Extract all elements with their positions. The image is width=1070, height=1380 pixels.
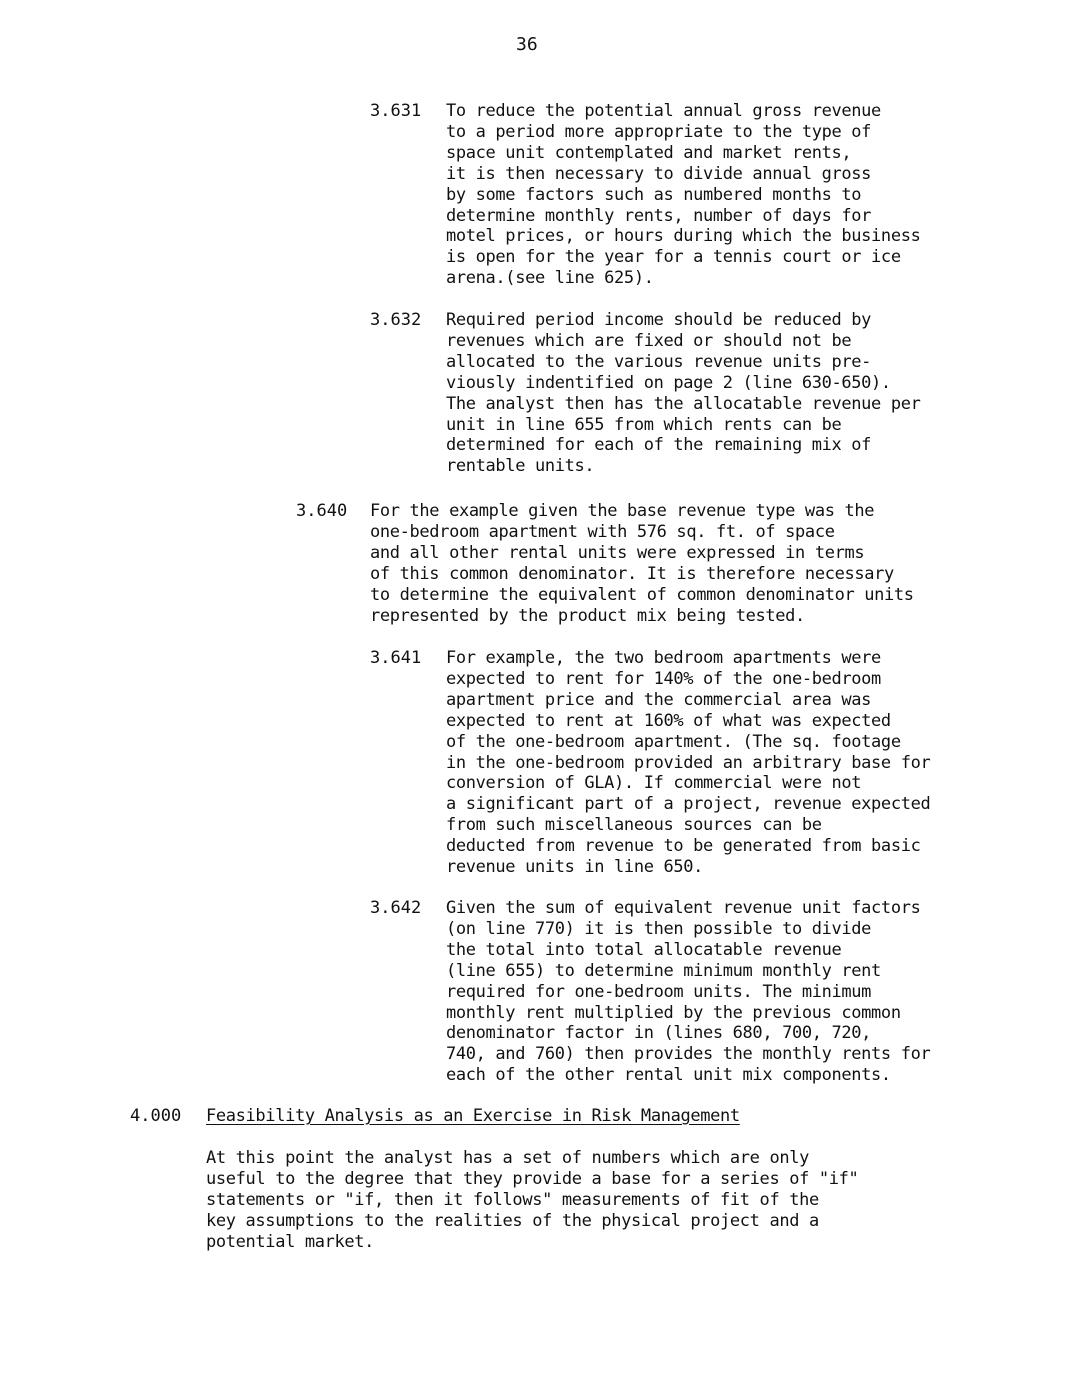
text-line: motel prices, or hours during which the business bbox=[446, 226, 921, 247]
text-line: to a period more appropriate to the type of bbox=[446, 121, 872, 142]
text-line: rentable units. bbox=[446, 456, 595, 477]
text-line: apartment price and the commercial area was bbox=[446, 689, 872, 710]
text-line: one-bedroom apartment with 576 sq. ft. of space bbox=[370, 521, 835, 542]
section-body bbox=[446, 898, 930, 1086]
text-line: a significant part of a project, revenue expected bbox=[446, 794, 931, 815]
text-line: determined for each of the remaining mix of bbox=[446, 435, 872, 456]
text-line: denominator factor in (lines 680, 700, 720, bbox=[446, 1023, 872, 1044]
text-line: and all other rental units were expressed in terms bbox=[370, 542, 865, 563]
section-body bbox=[446, 310, 920, 477]
text-line: conversion of GLA). If commercial were not bbox=[446, 773, 862, 794]
text-line: To reduce the potential annual gross revenue bbox=[446, 101, 881, 121]
section-number: 4.000 bbox=[130, 1106, 182, 1126]
text-line: useful to the degree that they provide a base for a series of "if" bbox=[206, 1168, 859, 1189]
text-line: revenues which are fixed or should not be bbox=[446, 330, 852, 351]
section-number: 3.642 bbox=[370, 898, 422, 918]
text-line: key assumptions to the realities of the physical project and a bbox=[206, 1210, 819, 1231]
text-line: potential market. bbox=[206, 1231, 375, 1252]
text-line: each of the other rental unit mix components. bbox=[446, 1065, 891, 1086]
text-line: viously indentified on page 2 (line 630-650). bbox=[446, 372, 891, 393]
section-body bbox=[446, 101, 920, 289]
text-line: of the one-bedroom apartment. (The sq. footage bbox=[446, 731, 901, 752]
text-line: by some factors such as numbered months to bbox=[446, 184, 862, 205]
section-number: 3.641 bbox=[370, 648, 422, 668]
section-number: 3.632 bbox=[370, 310, 422, 330]
text-line: required for one-bedroom units. The minimum bbox=[446, 981, 872, 1002]
text-line: represented by the product mix being tested. bbox=[370, 605, 805, 626]
text-line: revenue units in line 650. bbox=[446, 857, 704, 878]
text-line: the total into total allocatable revenue bbox=[446, 939, 842, 960]
section-heading-text: Feasibility Analysis as an Exercise in Risk Management bbox=[206, 1106, 740, 1126]
text-line: Required period income should be reduced by bbox=[446, 310, 872, 330]
text-line: monthly rent multiplied by the previous common bbox=[446, 1002, 901, 1023]
section-body bbox=[206, 1148, 858, 1253]
section-heading bbox=[206, 1106, 740, 1127]
section-body bbox=[446, 648, 930, 878]
text-line: expected to rent at 160% of what was expected bbox=[446, 710, 891, 731]
text-line: For example, the two bedroom apartments were bbox=[446, 648, 881, 668]
text-line: unit in line 655 from which rents can be bbox=[446, 414, 842, 435]
page-number: 36 bbox=[516, 34, 538, 55]
text-line: it is then necessary to divide annual gross bbox=[446, 163, 872, 184]
text-line: For the example given the base revenue type was the bbox=[370, 501, 875, 521]
text-line: to determine the equivalent of common denominator units bbox=[370, 584, 914, 605]
section-number: 3.631 bbox=[370, 101, 422, 121]
text-line: (line 655) to determine minimum monthly rent bbox=[446, 960, 881, 981]
text-line: The analyst then has the allocatable revenue per bbox=[446, 393, 921, 414]
text-line: determine monthly rents, number of days for bbox=[446, 205, 872, 226]
text-line: deducted from revenue to be generated from basic bbox=[446, 836, 921, 857]
text-line: in the one-bedroom provided an arbitrary base for bbox=[446, 752, 931, 773]
text-line: space unit contemplated and market rents, bbox=[446, 142, 852, 163]
text-line: arena.(see line 625). bbox=[446, 268, 654, 289]
text-line: Given the sum of equivalent revenue unit factors bbox=[446, 898, 921, 918]
text-line: expected to rent for 140% of the one-bedroom bbox=[446, 668, 881, 689]
text-line: is open for the year for a tennis court or ice bbox=[446, 247, 901, 268]
text-line: allocated to the various revenue units pre- bbox=[446, 351, 872, 372]
text-line: of this common denominator. It is therefore necessary bbox=[370, 563, 894, 584]
text-line: 740, and 760) then provides the monthly rents for bbox=[446, 1044, 931, 1065]
section-number: 3.640 bbox=[296, 501, 348, 521]
section-body bbox=[370, 501, 914, 626]
text-line: At this point the analyst has a set of numbers which are only bbox=[206, 1148, 809, 1168]
text-line: statements or "if, then it follows" measurements of fit of the bbox=[206, 1189, 819, 1210]
text-line: from such miscellaneous sources can be bbox=[446, 815, 822, 836]
text-line: (on line 770) it is then possible to divide bbox=[446, 918, 872, 939]
